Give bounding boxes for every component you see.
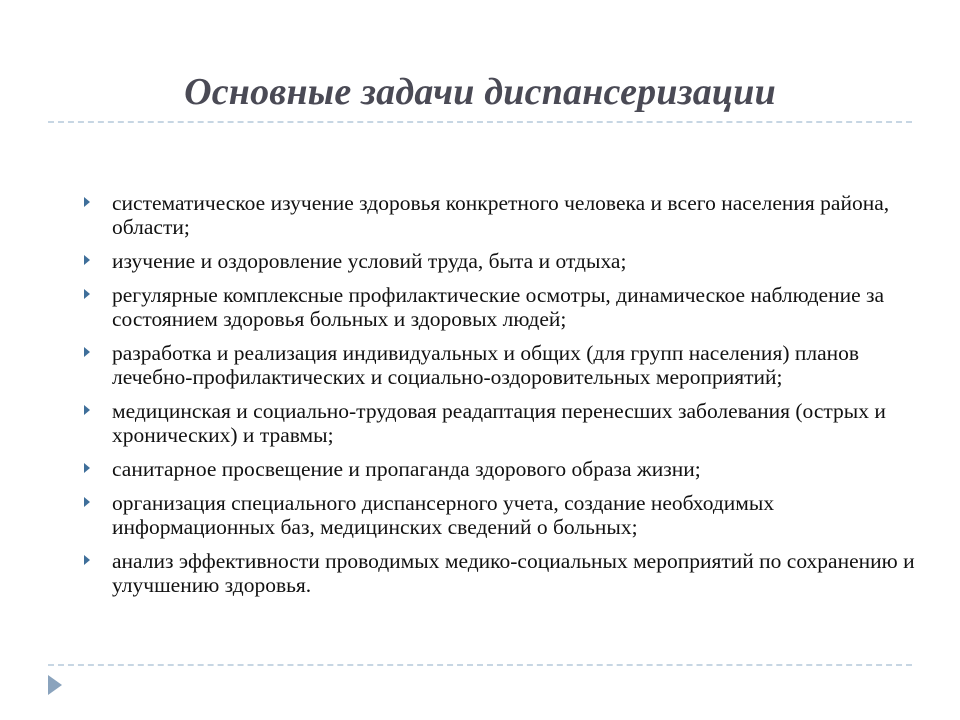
triangle-bullet-icon — [84, 555, 90, 565]
list-item-text: регулярные комплексные профилактические осмотры, динамическое наблюдение за состоянием здоровья больных и здоровых людей; — [112, 283, 885, 331]
triangle-bullet-icon — [84, 347, 90, 357]
triangle-bullet-icon — [84, 255, 90, 265]
list-item — [84, 249, 934, 273]
list-item-text: систематическое изучение здоровья конкретного человека и всего населения района, области; — [112, 191, 890, 239]
list-item — [84, 457, 934, 481]
triangle-bullet-icon — [84, 463, 90, 473]
triangle-bullet-icon — [84, 405, 90, 415]
slide-title: Основные задачи диспансеризации — [184, 71, 776, 113]
list-item-text: санитарное просвещение и пропаганда здорового образа жизни; — [112, 457, 701, 481]
triangle-right-nav-icon[interactable] — [48, 675, 62, 695]
list-item-text: организация специального диспансерного учета, создание необходимых информационных баз, медицинских сведений о больных; — [112, 491, 775, 539]
triangle-bullet-icon — [84, 289, 90, 299]
list-item — [84, 341, 934, 389]
list-item — [84, 549, 934, 597]
triangle-bullet-icon — [84, 197, 90, 207]
bottom-divider — [48, 664, 912, 666]
list-item-text: медицинская и социально-трудовая реадаптация перенесших заболевания (острых и хронических) и травмы; — [112, 399, 886, 447]
task-list — [84, 191, 934, 607]
list-item — [84, 399, 934, 447]
list-item — [84, 283, 934, 331]
triangle-bullet-icon — [84, 497, 90, 507]
top-divider — [48, 121, 912, 123]
list-item-text: изучение и оздоровление условий труда, быта и отдыха; — [112, 249, 627, 273]
list-item-text: анализ эффективности проводимых медико-социальных мероприятий по сохранению и улучшению здоровья. — [112, 549, 915, 597]
list-item-text: разработка и реализация индивидуальных и общих (для групп населения) планов лечебно-профилактических и социально-оздоровительных мероприятий; — [112, 341, 860, 389]
list-item — [84, 191, 934, 239]
list-item — [84, 491, 934, 539]
